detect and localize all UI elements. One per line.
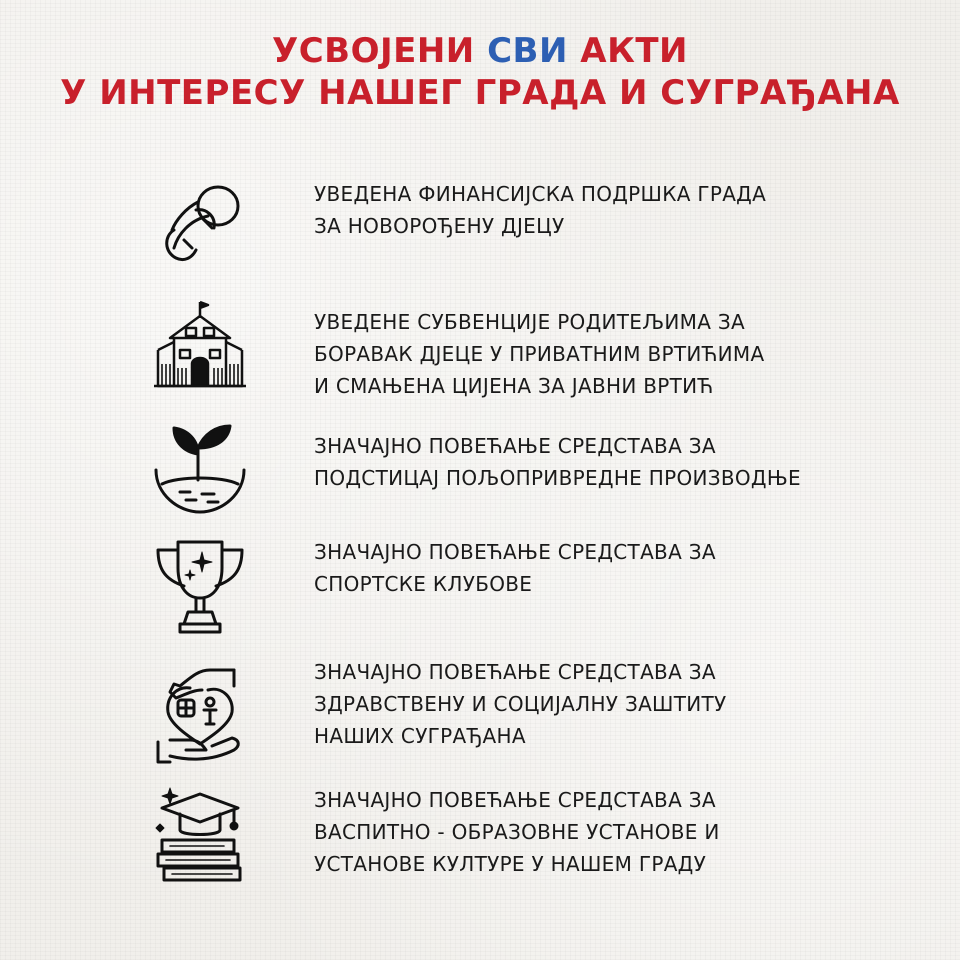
text-line: ЗДРАВСТВЕНУ И СОЦИЈАЛНУ ЗАШТИТУ — [314, 692, 727, 716]
text-line: ВАСПИТНО - ОБРАЗОВНЕ УСТАНОВЕ И — [314, 820, 720, 844]
text-line: БОРАВАК ДЈЕЦЕ У ПРИВАТНИМ ВРТИЋИМА — [314, 342, 765, 366]
text-line: СПОРТСКЕ КЛУБОВЕ — [314, 572, 533, 596]
text-line: ЗНАЧАЈНО ПОВЕЋАЊЕ СРЕДСТАВА ЗА — [314, 434, 716, 458]
list-item-text — [314, 178, 874, 242]
title-line-2: У ИНТЕРЕСУ НАШЕГ ГРАДА И СУГРАЂАНА — [60, 73, 900, 113]
text-line: ЗНАЧАЈНО ПОВЕЋАЊЕ СРЕДСТАВА ЗА — [314, 660, 716, 684]
text-line: ЗНАЧАЈНО ПОВЕЋАЊЕ СРЕДСТАВА ЗА — [314, 540, 716, 564]
list-item-text — [314, 656, 874, 752]
title-text: УСВОЈЕНИ — [271, 31, 488, 71]
kindergarten-building-icon — [150, 298, 250, 398]
text-line: И СМАЊЕНА ЦИЈЕНА ЗА ЈАВНИ ВРТИЋ — [314, 374, 714, 398]
text-line: УСТАНОВЕ КУЛТУРЕ У НАШЕМ ГРАДУ — [314, 852, 707, 876]
title-line-1 — [0, 30, 960, 72]
title-text: АКТИ — [567, 31, 689, 71]
text-line: ЗА НОВОРОЂЕНУ ДЈЕЦУ — [314, 214, 565, 238]
list-item-text — [314, 784, 874, 880]
education-books-icon — [150, 784, 250, 884]
text-line: УВЕДЕНЕ СУБВЕНЦИЈЕ РОДИТЕЉИМА ЗА — [314, 310, 745, 334]
text-line: ПОДСТИЦАЈ ПОЉОПРИВРЕДНЕ ПРОИЗВОДЊЕ — [314, 466, 801, 490]
list-item-text — [314, 430, 874, 494]
healthcare-hands-icon — [150, 664, 250, 764]
text-line: НАШИХ СУГРАЂАНА — [314, 724, 526, 748]
page-title — [0, 30, 960, 114]
list-item-text — [314, 536, 874, 600]
pacifier-icon — [150, 178, 250, 278]
text-line: ЗНАЧАЈНО ПОВЕЋАЊЕ СРЕДСТАВА ЗА — [314, 788, 716, 812]
trophy-icon — [150, 538, 250, 638]
title-highlight: СВИ — [487, 31, 568, 71]
sprout-icon — [150, 416, 250, 516]
text-line: УВЕДЕНА ФИНАНСИЈСКА ПОДРШКА ГРАДА — [314, 182, 767, 206]
list-item-text — [314, 306, 874, 402]
